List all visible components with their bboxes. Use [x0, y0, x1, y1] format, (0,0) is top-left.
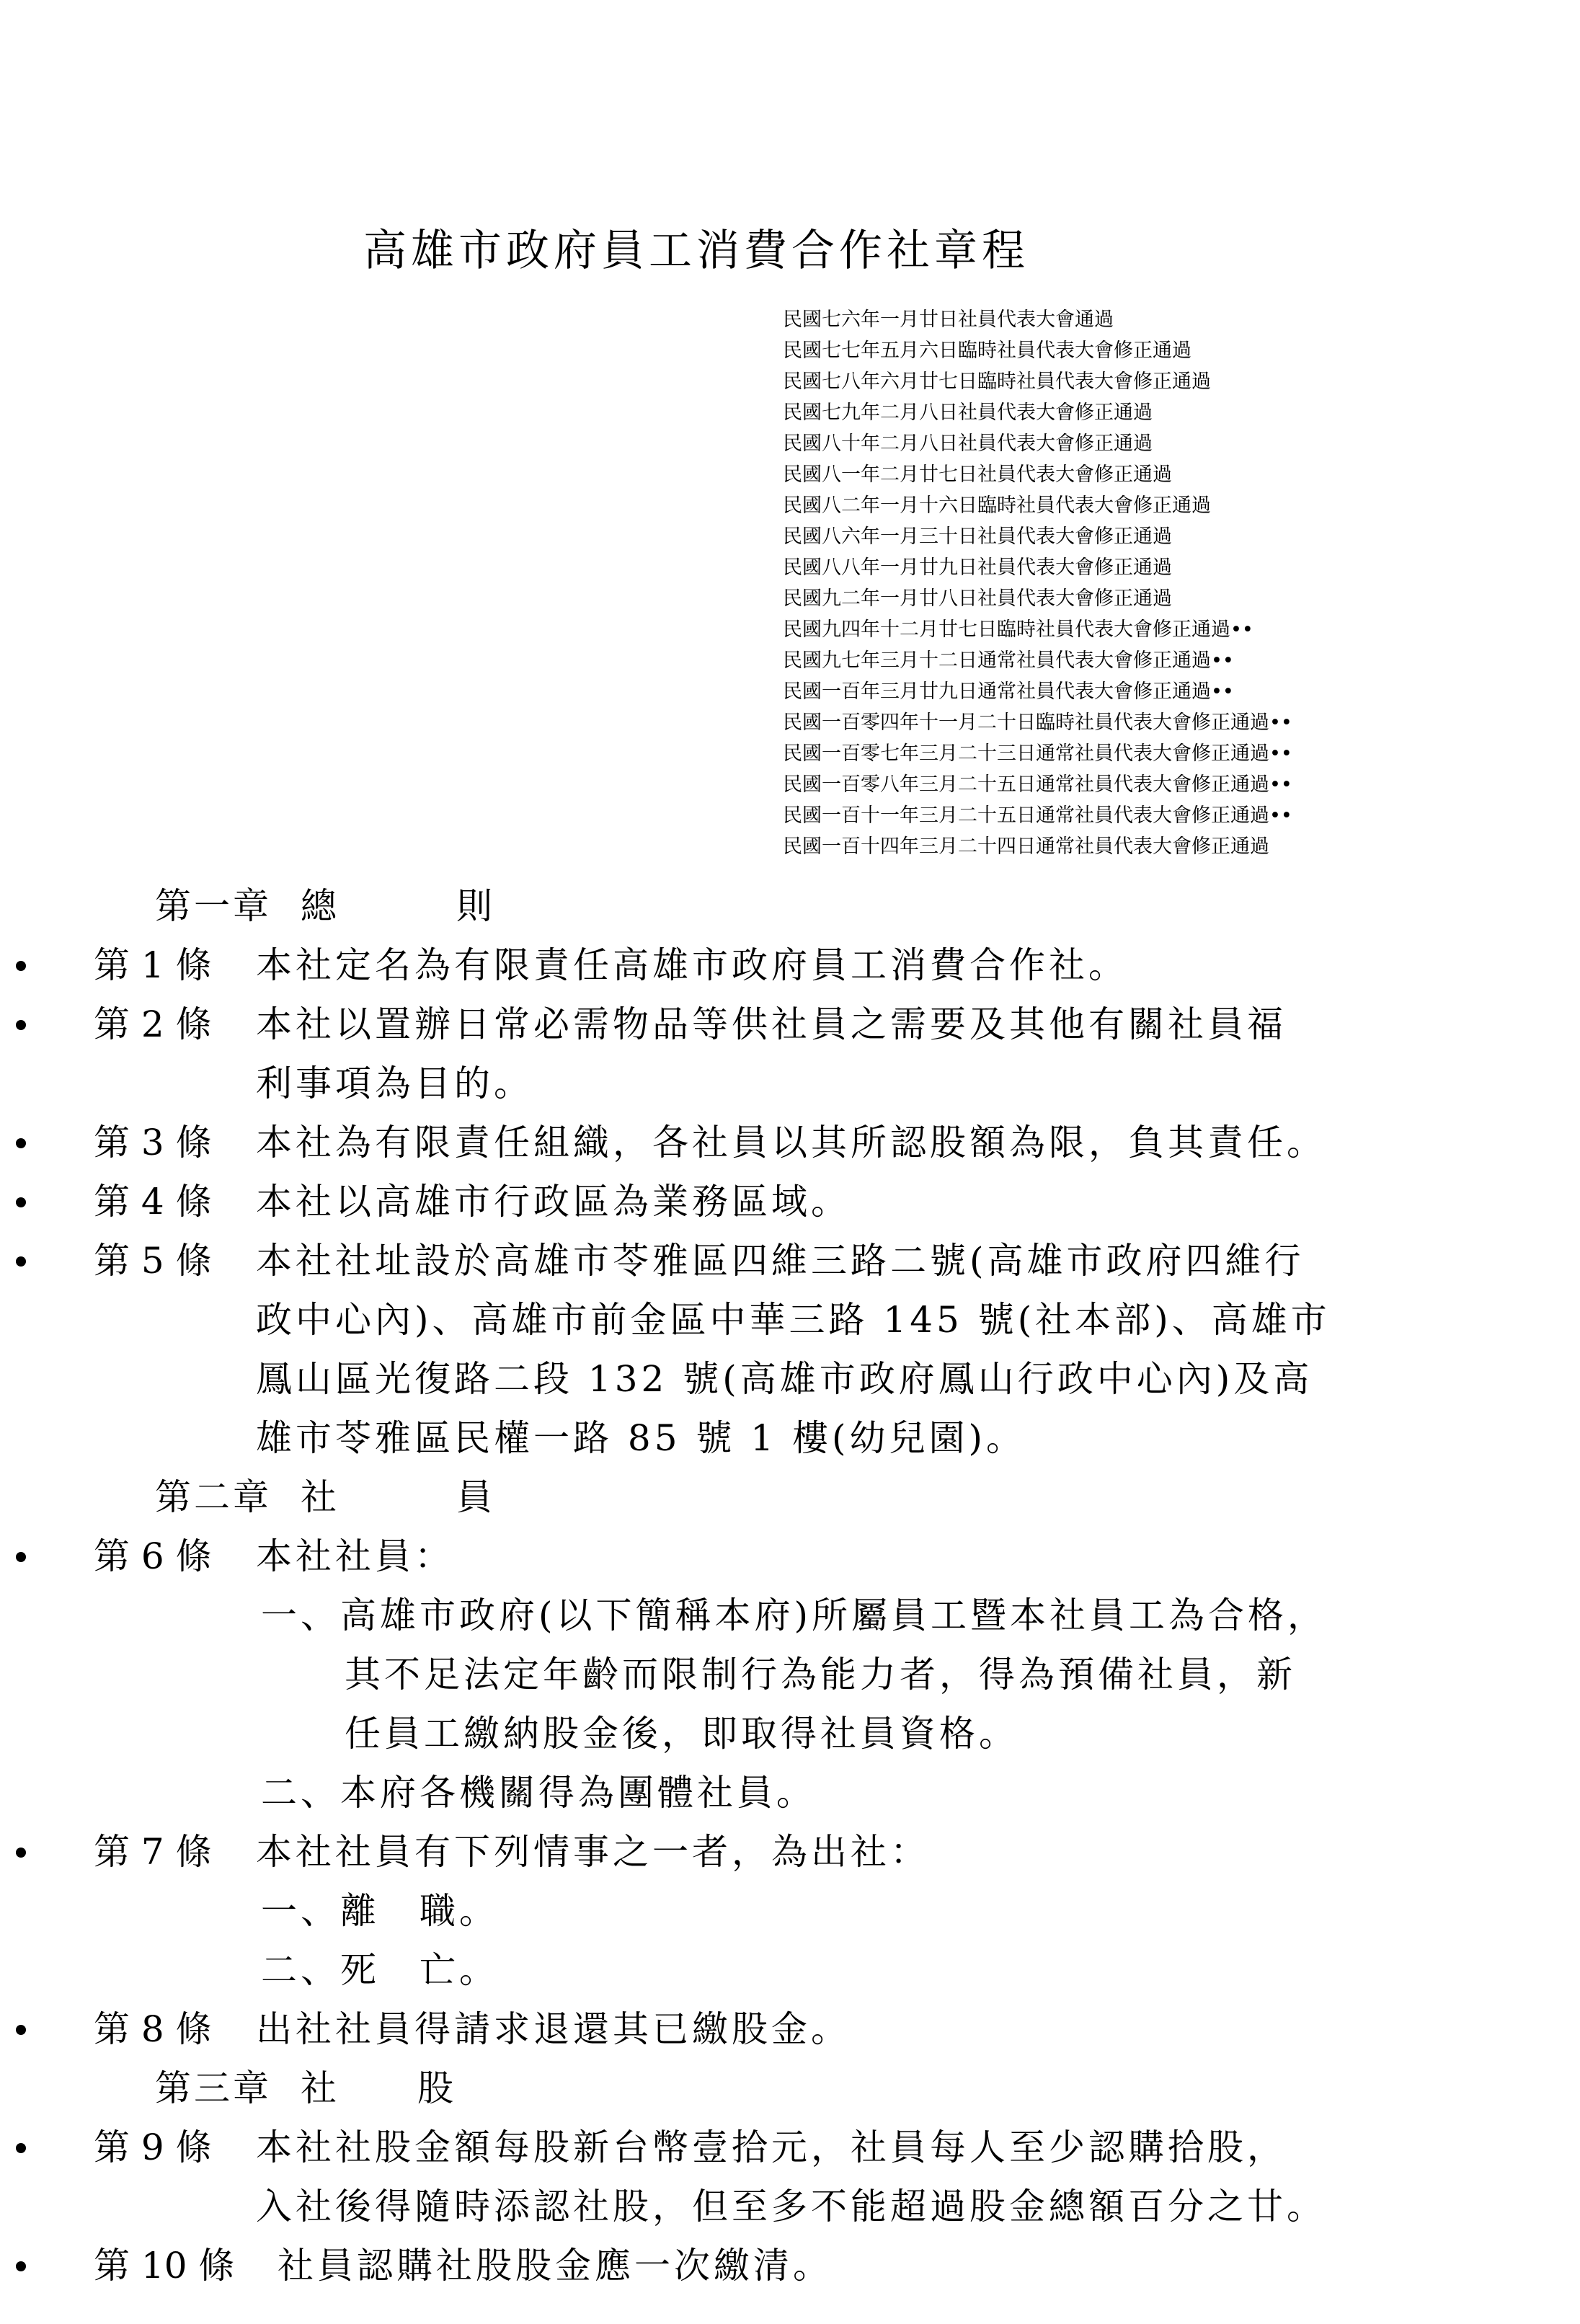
bullet-icon — [16, 1552, 26, 1562]
article-number: 第 8 條 — [94, 2008, 212, 2050]
article-6-item — [0, 1763, 1580, 1822]
history-line: 民國七七年五月六日臨時社員代表大會修正通過 — [783, 340, 1191, 362]
history-line: 民國七六年一月廿日社員代表大會通過 — [783, 309, 1114, 331]
list-item: 二、本府各機關得為團體社員。 — [261, 1772, 816, 1814]
history-line: 民國一百零四年十一月二十日臨時社員代表大會修正通過•• — [783, 711, 1292, 734]
bullet-icon — [16, 961, 26, 971]
article-2-cont — [0, 1054, 1580, 1113]
history-line: 民國八八年一月廿九日社員代表大會修正通過 — [783, 556, 1172, 579]
article-6 — [0, 1527, 1580, 1586]
bullet-icon — [16, 1256, 26, 1267]
chapter-name: 總 則 — [301, 885, 495, 927]
article-text: 本社社股金額每股新台幣壹拾元，社員每人至少認購拾股， — [256, 2126, 1287, 2168]
bullet-icon — [16, 1197, 26, 1207]
document-title: 高雄市政府員工消費合作社章程 — [363, 226, 1029, 276]
history-line: 民國九七年三月十二日通常社員代表大會修正通過•• — [783, 649, 1234, 672]
article-text: 雄市苓雅區民權一路 85 號 1 樓(幼兒園)。 — [256, 1417, 1026, 1459]
bullet-icon — [16, 1848, 26, 1858]
article-2 — [0, 995, 1580, 1054]
chapter-heading — [0, 2059, 1580, 2118]
article-7-item — [0, 1941, 1580, 2000]
bullet-icon — [16, 2261, 26, 2271]
history-line: 民國八一年二月廿七日社員代表大會修正通過 — [783, 464, 1172, 486]
article-text: 本社社員有下列情事之一者，為出社： — [256, 1831, 930, 1873]
article-text: 本社定名為有限責任高雄市政府員工消費合作社。 — [256, 944, 1128, 986]
chapter-name: 社 股 — [301, 2067, 456, 2109]
article-text: 本社以高雄市行政區為業務區域。 — [256, 1181, 851, 1223]
history-line: 民國七八年六月廿七日臨時社員代表大會修正通過 — [783, 371, 1211, 393]
article-5-cont — [0, 1409, 1580, 1468]
charter-body — [0, 877, 1580, 2295]
article-9-cont — [0, 2177, 1580, 2236]
history-line: 民國八十年二月八日社員代表大會修正通過 — [783, 433, 1153, 455]
chapter-heading — [0, 877, 1580, 936]
article-5-cont — [0, 1349, 1580, 1409]
article-number: 第 10 條 — [94, 2245, 235, 2287]
history-line: 民國九四年十二月廿七日臨時社員代表大會修正通過•• — [783, 618, 1253, 641]
article-5-cont — [0, 1290, 1580, 1349]
bullet-icon — [16, 2025, 26, 2035]
article-text: 本社社址設於高雄市苓雅區四維三路二號(高雄市政府四維行 — [256, 1240, 1305, 1282]
history-line: 民國一百零七年三月二十三日通常社員代表大會修正通過•• — [783, 742, 1292, 765]
article-number: 第 3 條 — [94, 1122, 212, 1163]
article-number: 第 4 條 — [94, 1181, 212, 1223]
article-10 — [0, 2236, 1580, 2295]
history-line: 民國八六年一月三十日社員代表大會修正通過 — [783, 525, 1172, 548]
article-9 — [0, 2118, 1580, 2177]
chapter-label: 第一章 — [155, 885, 272, 927]
article-text: 政中心內)、高雄市前金區中華三路 145 號(社本部)、高雄市 — [256, 1299, 1331, 1341]
amendment-history — [783, 304, 1292, 862]
list-item: 任員工繳納股金後，即取得社員資格。 — [345, 1713, 1018, 1755]
article-8 — [0, 2000, 1580, 2059]
article-number: 第 5 條 — [94, 1240, 212, 1282]
article-text: 社員認購社股股金應一次繳清。 — [278, 2245, 833, 2287]
list-item: 其不足法定年齡而限制行為能力者，得為預備社員，新 — [345, 1654, 1296, 1695]
article-number: 第 2 條 — [94, 1003, 212, 1045]
chapter-name: 社 員 — [301, 1476, 495, 1518]
history-line: 民國一百年三月廿九日通常社員代表大會修正通過•• — [783, 680, 1234, 703]
bullet-icon — [16, 1020, 26, 1030]
article-text: 出社社員得請求退還其已繳股金。 — [256, 2008, 851, 2050]
article-number: 第 1 條 — [94, 944, 212, 986]
history-line: 民國一百十四年三月二十四日通常社員代表大會修正通過 — [783, 835, 1269, 858]
bullet-icon — [16, 1138, 26, 1148]
chapter-label: 第三章 — [155, 2067, 272, 2109]
history-line: 民國一百零八年三月二十五日通常社員代表大會修正通過•• — [783, 773, 1292, 796]
article-number: 第 7 條 — [94, 1831, 212, 1873]
history-line: 民國九二年一月廿八日社員代表大會修正通過 — [783, 587, 1172, 610]
article-text: 本社以置辦日常必需物品等供社員之需要及其他有關社員福 — [256, 1003, 1287, 1045]
article-text: 本社社員： — [256, 1535, 454, 1577]
article-text: 利事項為目的。 — [256, 1063, 533, 1104]
article-4 — [0, 1172, 1580, 1231]
chapter-label: 第二章 — [155, 1476, 272, 1518]
chapter-heading — [0, 1468, 1580, 1527]
article-6-item-cont — [0, 1645, 1580, 1704]
article-number: 第 9 條 — [94, 2126, 212, 2168]
article-text: 本社為有限責任組織，各社員以其所認股額為限，負其責任。 — [256, 1122, 1326, 1163]
article-5 — [0, 1231, 1580, 1290]
article-number: 第 6 條 — [94, 1535, 212, 1577]
article-6-item — [0, 1586, 1580, 1645]
article-text: 鳳山區光復路二段 132 號(高雄市政府鳳山行政中心內)及高 — [256, 1358, 1313, 1400]
article-7 — [0, 1822, 1580, 1881]
list-item: 一、高雄市政府(以下簡稱本府)所屬員工暨本社員工為合格， — [261, 1595, 1328, 1636]
list-item: 二、死 亡。 — [261, 1949, 499, 1991]
article-7-item — [0, 1881, 1580, 1941]
article-3 — [0, 1113, 1580, 1172]
article-text: 入社後得隨時添認社股，但至多不能超過股金總額百分之廿。 — [256, 2186, 1326, 2227]
history-line: 民國一百十一年三月二十五日通常社員代表大會修正通過•• — [783, 804, 1292, 827]
article-1 — [0, 936, 1580, 995]
list-item: 一、離 職。 — [261, 1890, 499, 1932]
bullet-icon — [16, 2143, 26, 2153]
history-line: 民國八二年一月十六日臨時社員代表大會修正通過 — [783, 494, 1211, 517]
history-line: 民國七九年二月八日社員代表大會修正通過 — [783, 402, 1153, 424]
article-6-item-cont — [0, 1704, 1580, 1763]
